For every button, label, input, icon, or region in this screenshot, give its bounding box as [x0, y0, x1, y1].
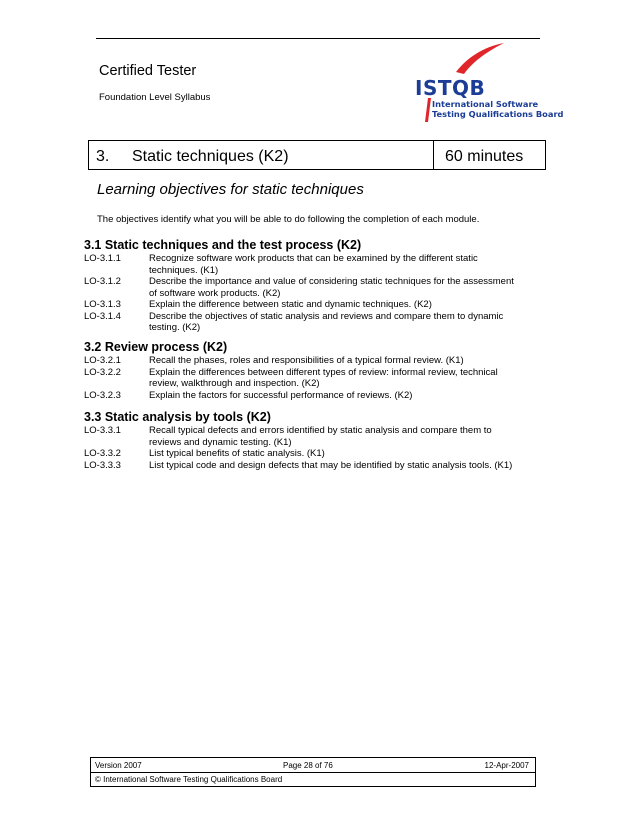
chapter-number: 3.	[96, 148, 110, 165]
lo-text-line: of software work products. (K2)	[149, 287, 281, 299]
lo-text-line: Recognize software work products that can be examined by the different static	[149, 253, 478, 264]
lo-id: LO-3.3.2	[84, 448, 121, 459]
lo-text-line: testing. (K2)	[149, 322, 201, 333]
list-item	[84, 299, 529, 311]
lo-text-line: List typical benefits of static analysis. (K1)	[149, 448, 325, 459]
lo-id: LO-3.3.1	[84, 425, 121, 436]
lo-text-line: Explain the difference between static and dynamic techniques. (K2)	[149, 299, 432, 310]
istqb-logo	[408, 40, 564, 122]
footer-version: Version 2007	[95, 761, 142, 770]
page-footer	[90, 757, 536, 787]
lo-id: LO-3.2.3	[84, 389, 121, 401]
list-item	[84, 367, 529, 390]
logo-wordmark: ISTQB	[415, 76, 486, 100]
section-3-1	[84, 238, 529, 334]
intro-text: The objectives identify what you will be able to do following the completion of each module.	[97, 214, 480, 225]
footer-copyright: © International Software Testing Qualifications Board	[95, 775, 283, 784]
list-item	[84, 390, 529, 402]
header-title: Certified Tester	[99, 63, 197, 79]
chapter-duration: 60 minutes	[445, 148, 524, 165]
list-item	[84, 460, 549, 472]
lo-id: LO-3.3.3	[84, 459, 121, 471]
header-rule	[96, 38, 540, 39]
list-item	[84, 311, 529, 334]
list-item	[84, 355, 529, 367]
section-title: 3.3 Static analysis by tools (K2)	[84, 410, 271, 424]
lo-text-line: review, walkthrough and inspection. (K2)	[149, 378, 320, 389]
footer-page-number: Page 28 of 76	[283, 761, 333, 770]
footer-divider	[91, 772, 535, 773]
chapter-header	[88, 140, 546, 170]
lo-text-line: Describe the objectives of static analysis and reviews and compare them to dynamic	[149, 310, 504, 322]
section-title: 3.2 Review process (K2)	[84, 340, 228, 354]
lo-text-line: reviews and dynamic testing. (K1)	[149, 436, 292, 448]
list-item	[84, 276, 529, 299]
lo-id: LO-3.2.2	[84, 366, 121, 378]
objectives-heading: Learning objectives for static techniques	[97, 181, 364, 198]
lo-text-line: Explain the differences between different types of review: informal review, technical	[149, 366, 498, 378]
lo-text-line: List typical code and design defects that may be identified by static analysis tools. (K1)	[149, 459, 513, 471]
list-item	[84, 448, 549, 460]
lo-id: LO-3.1.3	[84, 299, 121, 310]
lo-id: LO-3.1.4	[84, 310, 121, 322]
lo-text-line: Explain the factors for successful performance of reviews. (K2)	[149, 389, 413, 401]
section-title: 3.1 Static techniques and the test process (K2)	[84, 238, 362, 252]
lo-id: LO-3.1.1	[84, 253, 121, 264]
footer-date: 12-Apr-2007	[484, 761, 529, 770]
lo-text-line: techniques. (K1)	[149, 264, 219, 276]
lo-text-line: Recall typical defects and errors identified by static analysis and compare them to	[149, 425, 492, 436]
lo-text-line: Describe the importance and value of considering static techniques for the assessment	[149, 276, 514, 287]
chapter-title: Static techniques (K2)	[132, 148, 289, 165]
section-3-3	[84, 410, 549, 471]
lo-id: LO-3.2.1	[84, 355, 121, 366]
lo-text-line: Recall the phases, roles and responsibilities of a typical formal review. (K1)	[149, 355, 464, 366]
lo-id: LO-3.1.2	[84, 276, 121, 287]
list-item	[84, 425, 549, 448]
header-subtitle: Foundation Level Syllabus	[99, 92, 211, 103]
list-item	[84, 253, 529, 276]
section-3-2	[84, 340, 529, 401]
chapter-divider	[433, 141, 434, 169]
logo-line-2: Testing Qualifications Board	[432, 109, 564, 119]
logo-line-1: International Software	[432, 99, 539, 109]
